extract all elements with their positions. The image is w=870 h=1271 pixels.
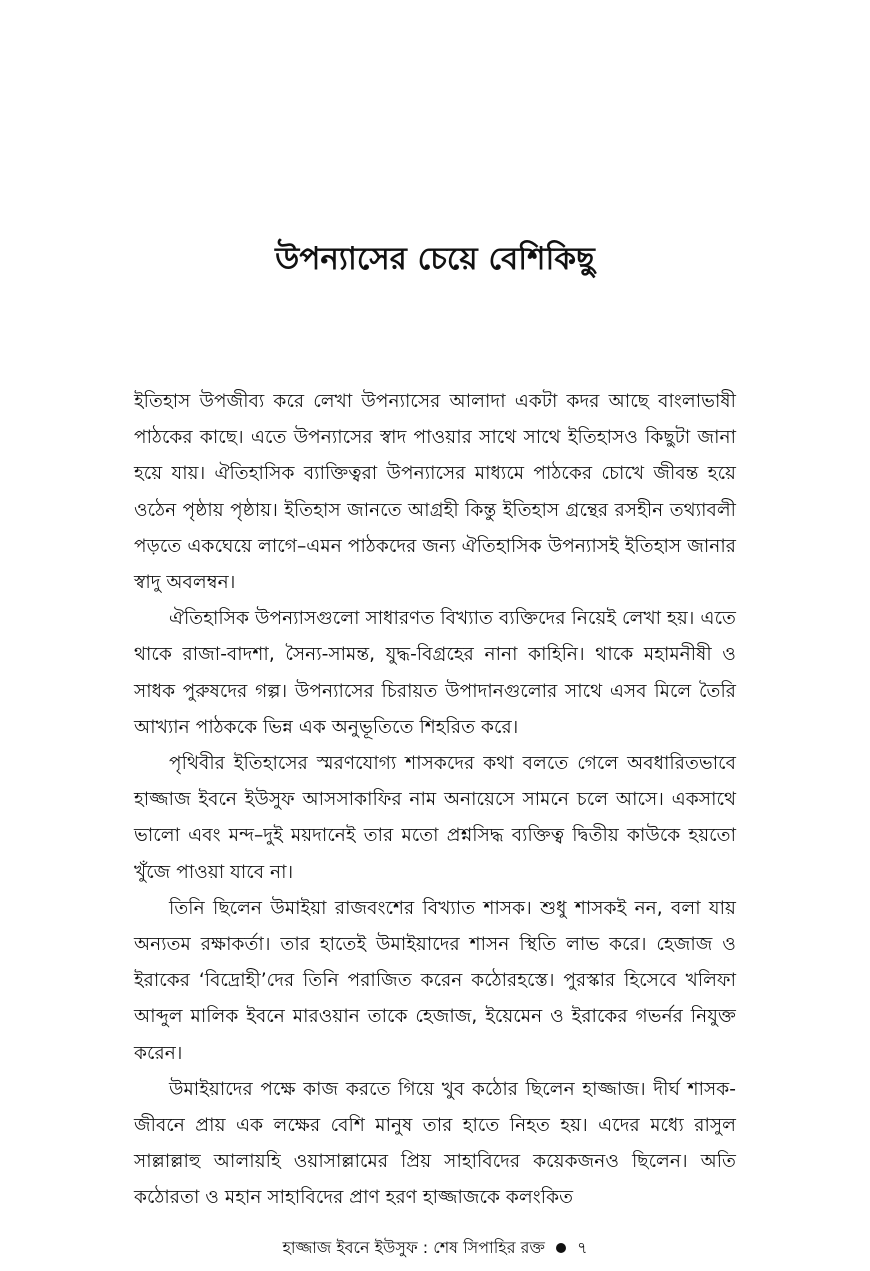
paragraph: তিনি ছিলেন উমাইয়া রাজবংশের বিখ্যাত শাসক। শুধু শাসকই নন, বলা যায় অন্যতম রক্ষাকর্তা। তার হাতেই উমাইয়াদের শাসন স্থিতি লাভ করে। হেজাজ ও ইরাকের ‘বিদ্রোহী’দের তিনি পরাজিত করেন কঠোরহস্তে। পুরস্কার হিসেবে খলিফা আব্দুল মালিক ইবনে মারওয়ান তাকে হেজাজ, ইয়েমেন ও ইরাকের গভর্নর নিযুক্ত করেন। xyxy=(134,897,736,1064)
footer-book-title: হাজ্জাজ ইবনে ইউসুফ : শেষ সিপাহির রক্ত xyxy=(282,1238,545,1257)
body-text xyxy=(134,384,736,1217)
bullet-icon xyxy=(556,1243,566,1253)
running-footer xyxy=(0,1234,870,1262)
paragraph: ঐতিহাসিক উপন্যাসগুলো সাধারণত বিখ্যাত ব্যক্তিদের নিয়েই লেখা হয়। এতে থাকে রাজা-বাদশা, সৈন্য-সামন্ত, যুদ্ধ-বিগ্রহের নানা কাহিনি। থাকে মহামনীষী ও সাধক পুরুষদের গল্প। উপন্যাসের চিরায়ত উপাদানগুলোর সাথে এসব মিলে তৈরি আখ্যান পাঠককে ভিন্ন এক অনুভূতিতে শিহরিত করে। xyxy=(134,608,736,738)
paragraph: পৃথিবীর ইতিহাসের স্মরণযোগ্য শাসকদের কথা বলতে গেলে অবধারিতভাবে হাজ্জাজ ইবনে ইউসুফ আসসাকাফির নাম অনায়েসে সামনে চলে আসে। একসাথে ভালো এবং মন্দ–দুই ময়দানেই তার মতো প্রশ্নসিদ্ধ ব্যক্তিত্ব দ্বিতীয় কাউকে হয়তো খুঁজে পাওয়া যাবে না। xyxy=(134,753,736,883)
chapter-title: উপন্যাসের চেয়ে বেশিকিছু xyxy=(275,241,595,277)
paragraph: উমাইয়াদের পক্ষে কাজ করতে গিয়ে খুব কঠোর ছিলেন হাজ্জাজ। দীর্ঘ শাসক-জীবনে প্রায় এক লক্ষের বেশি মানুষ তার হাতে নিহত হয়। এদের মধ্যে রাসুল সাল্লাল্লাহু আলায়হি ওয়াসাল্লামের প্রিয় সাহাবিদের কয়েকজনও ছিলেন। অতি কঠোরতা ও মহান সাহাবিদের প্রাণ হরণ হাজ্জাজকে কলংকিত xyxy=(134,1078,736,1209)
page-number: ৭ xyxy=(577,1238,588,1257)
paragraph: ইতিহাস উপজীব্য করে লেখা উপন্যাসের আলাদা একটা কদর আছে বাংলাভাষী পাঠকের কাছে। এতে উপন্যাসের স্বাদ পাওয়ার সাথে সাথে ইতিহাসও কিছুটা জানা হয়ে যায়। ঐতিহাসিক ব্যাক্তিত্বরা উপন্যাসের মাধ্যমে পাঠকের চোখে জীবন্ত হয়ে ওঠেন পৃষ্ঠায় পৃষ্ঠায়। ইতিহাস জানতে আগ্রহী কিন্তু ইতিহাস গ্রন্থের রসহীন তথ্যাবলী পড়তে একঘেয়ে লাগে–এমন পাঠকদের জন্য ঐতিহাসিক উপন্যাসই ইতিহাস জানার স্বাদু অবলম্বন। xyxy=(134,391,736,594)
